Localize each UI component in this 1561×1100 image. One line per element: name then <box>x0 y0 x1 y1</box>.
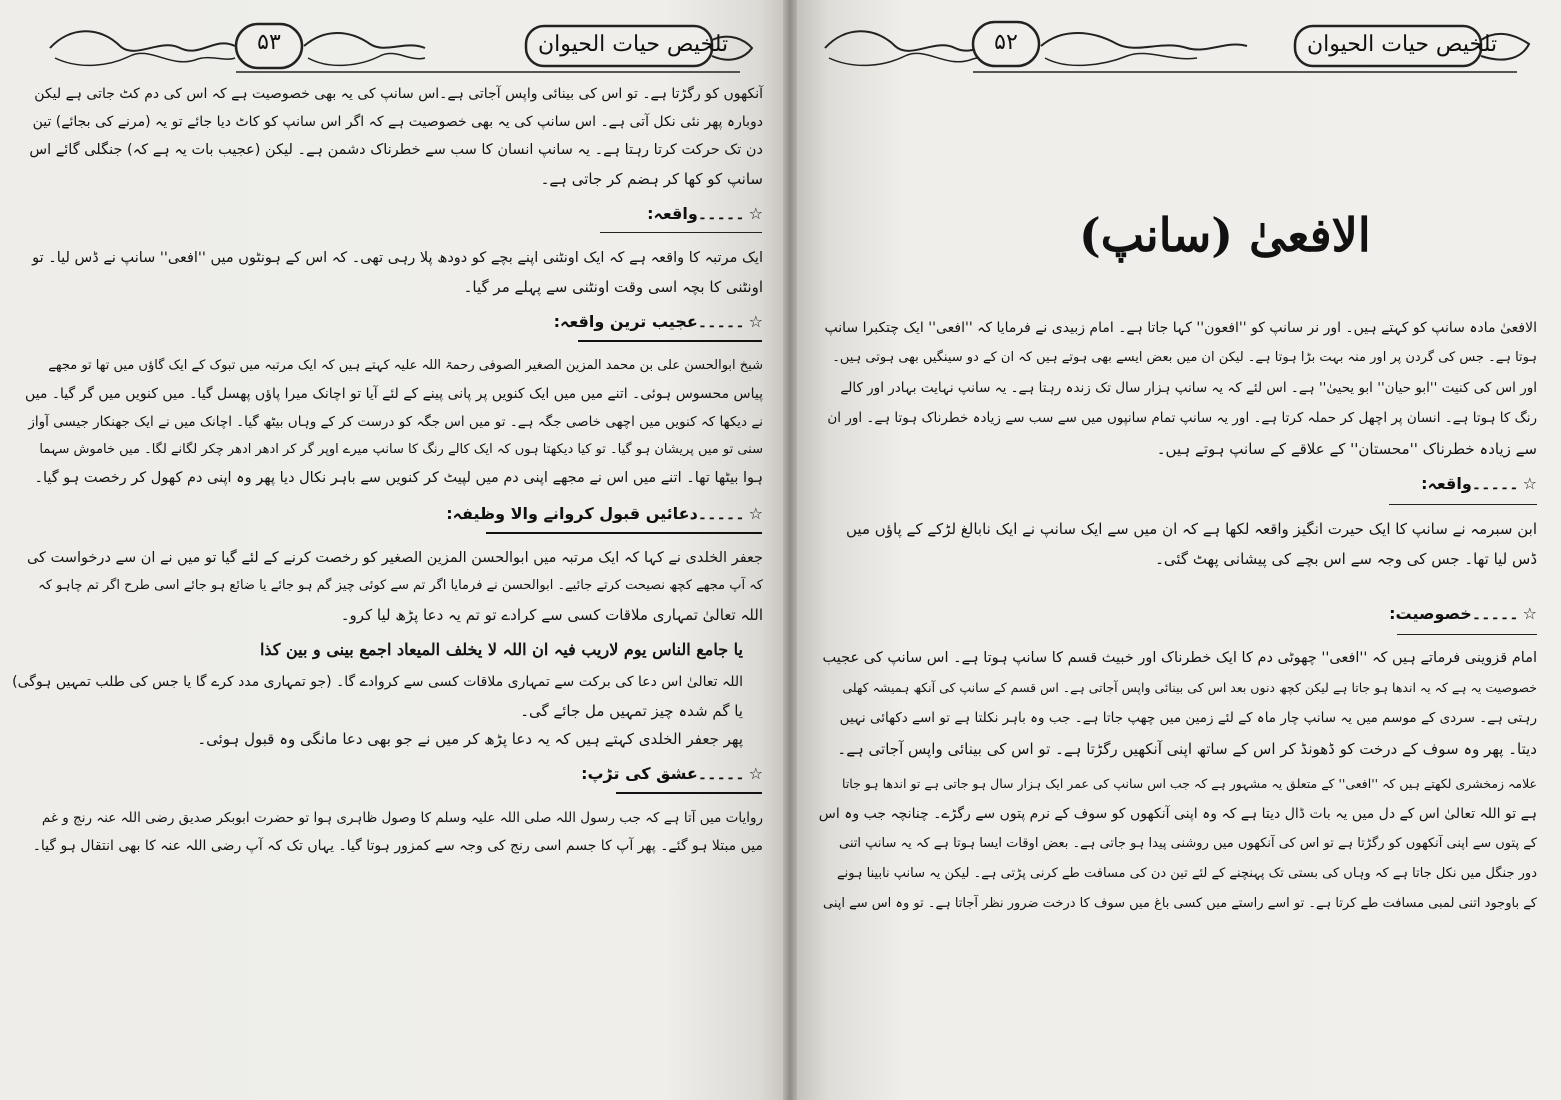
section-heading: ☆۔۔۔۔۔عشق کی تڑپ: <box>581 764 763 783</box>
text-line: امام قزوینی فرماتے ہیں کہ ''افعی'' چھوٹی دم کا ایک خطرناک اور خبیث قسم کا سانپ ہوتا ہے۔ اس سانپ کی عجیب <box>822 650 1537 666</box>
dua-text: یا جامع الناس یوم لاریب فیہ ان اللہ لا یخلف المیعاد اجمع بینی و بین کذا <box>259 640 743 659</box>
heading-underline <box>578 340 762 342</box>
text-line: اور اس کی کنیت ''ابو حیان'' ابو یحییٰ'' ہے۔ اس لئے کہ یہ سانپ ہزار سال تک زندہ رہتا ہے۔ یہ سانپ نہایت بہادر اور کالے <box>840 380 1537 396</box>
text-line: دوبارہ پھر نئی نکل آتی ہے۔ اس سانپ کی یہ بھی خصوصیت ہے کہ اگر اس سانپ کو کاٹ دیا جائے تو یہ (مرنے کی بجائے) تین <box>32 114 763 130</box>
heading-underline <box>1397 634 1537 635</box>
book-gutter <box>783 0 797 1100</box>
star-icon: ☆ <box>1522 474 1537 493</box>
text-line: کے باوجود اتنی لمبی مسافت طے کرتا ہے۔ تو اسے راستے میں کسی باغ میں سوف کا درخت ضرور نظر آجاتا ہے۔ تو وہ اس سے اپنی <box>823 896 1537 911</box>
text-line: کہ آپ مجھے کچھ نصیحت کرتے جائیے۔ ابوالحسن نے فرمایا اگر تم سے کوئی چیز گم ہو جائے یا ضائع ہو جائے اسی طرح اگر تم چاہو کہ <box>38 578 763 593</box>
text-line: اونٹنی کا بچہ اسی وقت اونٹنی سے پہلے مر گیا۔ <box>463 278 763 296</box>
header-title: تلخیص حیات الحیوان <box>538 32 729 57</box>
page-number: ۵۲ <box>994 30 1018 55</box>
text-line: اللہ تعالیٰ تمہاری ملاقات کسی سے کرادے تو تم یہ دعا پڑھ لیا کرو۔ <box>340 606 763 624</box>
text-line: دن تک حرکت کرتا رہتا ہے۔ یہ سانپ انسان کا سب سے خطرناک دشمن ہے۔ لیکن (عجیب بات یہ ہے کہ) جنگلی گائے اس <box>29 142 763 158</box>
text-line: میں مبتلا ہو گئے۔ پھر آپ کا جسم اسی رنج کی وجہ سے کمزور ہوتا گیا۔ یہاں تک کہ آپ رضی اللہ عنہ کا بھی انتقال ہو گیا۔ <box>32 838 763 854</box>
star-icon: ☆ <box>748 764 763 783</box>
text-line: ایک مرتبہ کا واقعہ ہے کہ ایک اونٹنی اپنے بچے کو دودھ پلا رہی تھی۔ کہ اس کے ہونٹوں میں ''افعی'' سانپ نے ڈس لیا۔ تو <box>32 250 763 266</box>
page-number: ۵۳ <box>257 30 281 55</box>
text-line: دور جنگل میں نکل جاتا ہے کہ وہاں کی بستی تک پہنچنے کے لئے تین دن کی مسافت طے کرنی پڑتی ہے۔ لیکن یہ سانپ نابینا ہونے <box>836 866 1537 881</box>
text-line: ابن سبرمہ نے سانپ کا ایک حیرت انگیز واقعہ لکھا ہے کہ ان میں سے ایک سانپ نے ایک نابالغ لڑکے کے پاؤں میں <box>846 520 1537 538</box>
text-line: سنی تو میں پریشان ہو گیا۔ تو کیا دیکھتا ہوں کہ ایک کالے رنگ کا سانپ میرے اوپر گر کر ادھر ادھر چکر لگانے لگا۔ میں خاموش سہما <box>39 442 763 457</box>
text-line: روایات میں آتا ہے کہ جب رسول اللہ صلی اللہ علیہ وسلم کا وصول ظاہری ہوا تو حضرت ابوبکر صدیق رضی اللہ عنہ رنج و غم <box>41 810 763 826</box>
text-line: نے دیکھا کہ کنویں میں اچھی خاصی جگہ ہے۔ تو میں اس جگہ کو درست کر کے وہاں بیٹھ گیا۔ اچانک میں نے ایک جھنکار جیسی آواز <box>28 414 763 430</box>
star-icon: ☆ <box>748 204 763 223</box>
text-line: پیاس محسوس ہوئی۔ اتنے میں میں ایک کنویں پر پانی پینے کے لئے آیا تو اچانک میرا پاؤں پھسل گیا۔ میں کنویں میں گر گیا۔ میں <box>24 386 763 402</box>
text-line: خصوصیت یہ ہے کہ یہ اندھا ہو جاتا ہے لیکن کچھ دنوں بعد اس کی بینائی واپس آجاتی ہے۔ اس قسم کے سانپ کی آنکھ ہمیشہ کھلی <box>842 680 1537 695</box>
text-line: رنگ کا ہوتا ہے۔ انسان پر اچھل کر حملہ کرتا ہے۔ اور یہ سانپ تمام سانپوں میں سے سب سے زیادہ خطرناک ہوتا ہے۔ اور ان <box>827 410 1537 426</box>
star-icon: ☆ <box>748 504 763 523</box>
text-line: ہوا بیٹھا تھا۔ اتنے میں اس نے مجھے اپنی دم میں لپیٹ کر کنویں سے باہر نکال دیا پھر وہ اپنی دم کھول کر رخصت ہو گیا۔ <box>34 470 763 486</box>
text-line: آنکھوں کو رگڑتا ہے۔ تو اس کی بینائی واپس آجاتی ہے۔اس سانپ کی یہ بھی خصوصیت ہے کہ اس کی دم کٹ جاتی ہے لیکن <box>34 86 763 102</box>
text-line: ہوتا ہے۔ جس کی گردن پر اور منہ بہت بڑا ہوتا ہے۔ لیکن ان میں بعض ایسے بھی ہوتے ہیں کہ ان کے دو سینگیں بھی ہوتی ہیں۔ <box>832 350 1537 365</box>
text-line: اللہ تعالیٰ اس دعا کی برکت سے تمہاری ملاقات کسی سے کروادے گا۔ (جو تمہاری مدد کرے گا یا جس کی طلب تمہیں ہوگی) <box>12 674 743 690</box>
text-line: الافعیٰ مادہ سانپ کو کہتے ہیں۔ اور نر سانپ کو ''افعون'' کہا جاتا ہے۔ امام زبیدی نے فرمایا کہ ''افعی'' ایک چتکبرا سانپ <box>824 320 1537 336</box>
heading-underline <box>600 232 762 233</box>
text-line: جعفر الخلدی نے کہا کہ ایک مرتبہ میں ابوالحسن المزین الصغیر کو رخصت کرنے کے لئے گیا تو میں نے ان سے درخواست کی <box>26 550 763 566</box>
right-page <box>797 0 1561 1100</box>
text-line: یا گم شدہ چیز تمہیں مل جائے گی۔ <box>520 702 743 720</box>
page-header <box>817 18 1542 78</box>
text-line: کے پتوں سے اپنی آنکھوں کو رگڑتا ہے تو اس کی آنکھوں میں روشنی پیدا ہو جاتی ہے۔ بعض اوقات ایسا ہوتا ہے کہ یہ سانپ اتنی <box>839 836 1537 851</box>
text-line: پھر جعفر الخلدی کہتے ہیں کہ یہ دعا پڑھ کر میں نے جو بھی دعا مانگی وہ قبول ہوئی۔ <box>197 730 743 748</box>
section-heading: ☆۔۔۔۔۔واقعہ: <box>1421 474 1537 493</box>
star-icon: ☆ <box>1522 604 1537 623</box>
text-line: سانپ کو کھا کر ہضم کر جاتی ہے۔ <box>540 170 763 188</box>
heading-underline <box>616 792 762 794</box>
text-line: رہتی ہے۔ سردی کے موسم میں یہ سانپ چار ماہ کے لئے زمین میں چھپ جاتا ہے۔ جب وہ باہر نکلتا ہے تو اسے دکھائی نہیں <box>839 710 1537 726</box>
section-heading: ☆۔۔۔۔۔خصوصیت: <box>1389 604 1537 623</box>
section-heading: ☆۔۔۔۔۔دعائیں قبول کروانے والا وظیفہ: <box>446 504 763 523</box>
text-line: ڈس لیا تھا۔ جس کی وجہ سے اس بچے کی پیشانی پھٹ گئی۔ <box>1155 550 1537 568</box>
text-line: علامہ زمخشری لکھتے ہیں کہ ''افعی'' کے متعلق یہ مشہور ہے کہ جب اس سانپ کی عمر ایک ہزار سال ہو جاتی ہے تو اندھا ہو جاتا <box>842 776 1537 791</box>
section-heading: ☆۔۔۔۔۔واقعہ: <box>647 204 763 223</box>
text-line: شیخ ابوالحسن علی بن محمد المزین الصغیر الصوفی رحمۃ اللہ علیہ کہتے ہیں کہ ایک مرتبہ میں تبوک کے ایک گاؤں میں تھا تو مجھے <box>48 358 763 373</box>
chapter-title: الافعیٰ (سانپ) <box>1079 208 1371 262</box>
heading-underline <box>1389 504 1537 505</box>
text-line: دیتا۔ پھر وہ سوف کے درخت کو ڈھونڈ کر اس کے ساتھ اپنی آنکھیں رگڑتا ہے۔ تو اس کی بینائی واپس آجاتی ہے۔ <box>837 740 1537 758</box>
page-header <box>40 18 760 78</box>
text-line: سے زیادہ خطرناک ''محستان'' کے علاقے کے سانپ ہوتے ہیں۔ <box>1156 440 1537 458</box>
section-heading: ☆۔۔۔۔۔عجیب ترین واقعہ: <box>553 312 763 331</box>
heading-underline <box>486 532 762 534</box>
star-icon: ☆ <box>748 312 763 331</box>
header-title: تلخیص حیات الحیوان <box>1307 32 1498 57</box>
text-line: ہے تو اللہ تعالیٰ اس کے دل میں یہ بات ڈال دیتا ہے کہ وہ اپنی آنکھوں کو سوف کے نرم پتوں سے رگڑے۔ چنانچہ جب وہ اس <box>818 806 1537 822</box>
